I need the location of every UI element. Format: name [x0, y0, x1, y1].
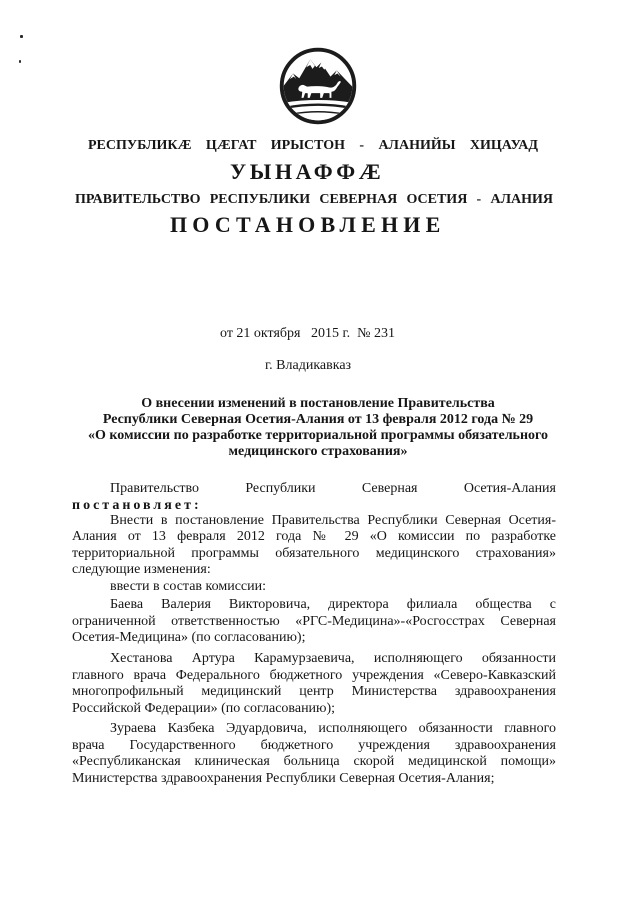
body-paragraph — [72, 579, 556, 596]
header-ossetian-government: РЕСПУБЛИКӔ ЦӔГАТ ИРЫСТОН - АЛАНИЙЫ ХИЦАУАД — [88, 138, 538, 153]
body-paragraph — [72, 651, 556, 717]
body-line: Баева Валерия Викторовича, директора филиала общества с — [110, 597, 556, 612]
body-line: главного врача Федерального бюджетного учреждения «Северо-Кавказский — [72, 667, 556, 683]
body-line: многопрофильный медицинский центр Министерства здравоохранения — [72, 684, 556, 700]
body-line: врача Государственного бюджетного учреждения здравоохранения — [72, 737, 556, 753]
body-line: ограниченной ответственностью «РГС-Медицина»-«Росгосстрах Северная — [72, 613, 556, 629]
subject-line: «О комиссии по разработке территориальной программы обязательного — [87, 428, 549, 443]
body-line: территориальной программы обязательного медицинского страхования» — [72, 545, 556, 561]
header-russian-title: ПОСТАНОВЛЕНИЕ — [170, 212, 446, 237]
coat-of-arms-emblem — [279, 47, 357, 125]
body-line: Осетия-Медицина» (по согласованию); — [72, 630, 306, 646]
subject-line: Республики Северная Осетия-Алания от 13 февраля 2012 года № 29 — [102, 412, 534, 427]
body-paragraph — [72, 721, 556, 787]
resolves-keyword: постановляет: — [72, 497, 202, 513]
resolution-subject — [36, 396, 600, 460]
scan-speck — [19, 60, 21, 63]
header-ossetian-title: УЫНАФФӔ — [230, 159, 385, 184]
header-russian-government: ПРАВИТЕЛЬСТВО РЕСПУБЛИКИ СЕВЕРНАЯ ОСЕТИЯ - АЛАНИЯ — [75, 192, 553, 207]
body-paragraph — [72, 481, 556, 514]
resolution-date-number: от 21 октября 2015 г. № 231 — [220, 326, 396, 341]
body-line: Министерства здравоохранения Республики Северная Осетия-Алания; — [72, 770, 495, 786]
body-line: Правительство Республики Северная Осетия-Алания — [110, 481, 556, 496]
body-line: Внести в постановление Правительства Республики Северная Осетия- — [110, 513, 556, 528]
body-line: Хестанова Артура Карамурзаевича, исполняющего обязанности — [110, 651, 556, 666]
body-paragraph — [72, 513, 556, 578]
subject-line: медицинского страхования» — [228, 444, 408, 459]
body-line: следующие изменения: — [72, 561, 211, 577]
resolution-city: г. Владикавказ — [265, 358, 352, 373]
body-line: ввести в состав комиссии: — [110, 579, 267, 594]
body-line: «Республиканская клиническая больница скорой медицинской помощи» — [72, 754, 556, 770]
body-line: Российской Федерации» (по согласованию); — [72, 700, 336, 716]
scan-speck — [20, 35, 23, 38]
subject-line: О внесении изменений в постановление Правительства — [141, 396, 495, 411]
body-line: Зураева Казбека Эдуардовича, исполняющего обязанности главного — [110, 721, 556, 736]
body-paragraph — [72, 597, 556, 647]
body-line: Алания от 13 февраля 2012 года № 29 «О комиссии по разработке — [72, 529, 556, 545]
